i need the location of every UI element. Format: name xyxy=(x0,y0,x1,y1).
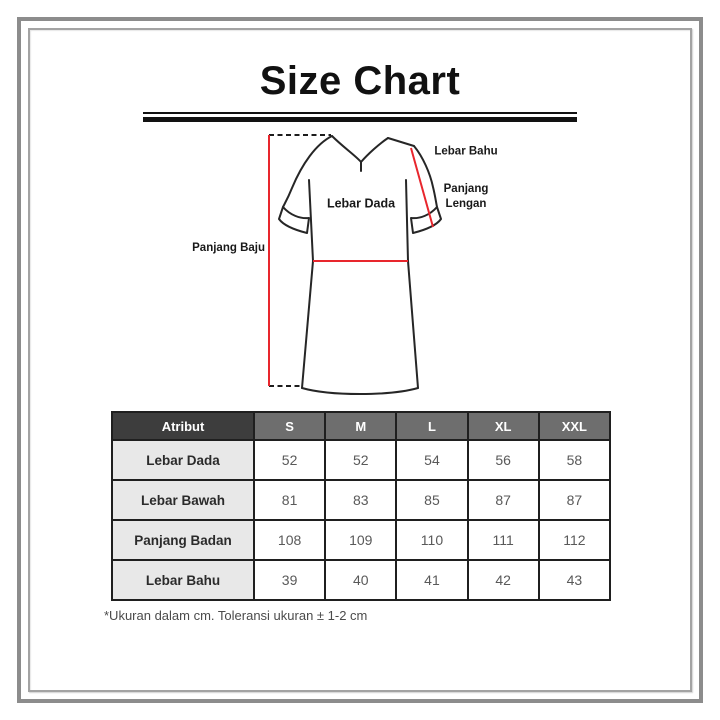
size-table xyxy=(111,411,611,601)
dress-neckline xyxy=(332,136,388,171)
sleeve-length-measure-line xyxy=(411,148,433,227)
size-column-header-xl: XL xyxy=(468,412,539,440)
table-cell: 85 xyxy=(396,480,467,520)
sleeve-length-label xyxy=(444,182,489,212)
table-cell: 87 xyxy=(539,480,610,520)
table-cell: 56 xyxy=(468,440,539,480)
table-cell: 54 xyxy=(396,440,467,480)
row-label-lebar-bawah: Lebar Bawah xyxy=(112,480,254,520)
table-cell: 81 xyxy=(254,480,325,520)
size-column-header-s: S xyxy=(254,412,325,440)
dress-left-sleeve xyxy=(283,136,332,207)
table-cell: 109 xyxy=(325,520,396,560)
attribute-column-header: Atribut xyxy=(112,412,254,440)
dress-right-shoulder-seam xyxy=(388,138,414,146)
sleeve-length-label-line2: Lengan xyxy=(445,198,487,210)
table-cell: 41 xyxy=(396,560,467,600)
dress-left-cuff xyxy=(279,207,309,233)
dress-diagram xyxy=(240,125,460,405)
table-cell: 111 xyxy=(468,520,539,560)
dress-hem-edge xyxy=(302,388,418,394)
row-label-panjang-badan: Panjang Badan xyxy=(112,520,254,560)
table-cell: 112 xyxy=(539,520,610,560)
table-cell: 83 xyxy=(325,480,396,520)
table-cell: 110 xyxy=(396,520,467,560)
chest-width-label: Lebar Dada xyxy=(326,196,396,211)
table-row xyxy=(112,480,610,520)
table-row xyxy=(112,520,610,560)
table-row xyxy=(112,440,610,480)
table-cell: 40 xyxy=(325,560,396,600)
title-divider-rule xyxy=(143,112,577,122)
page-title: Size Chart xyxy=(259,59,461,103)
row-label-lebar-bahu: Lebar Bahu xyxy=(112,560,254,600)
size-tolerance-footnote: *Ukuran dalam cm. Toleransi ukuran ± 1-2 cm xyxy=(104,608,368,623)
size-column-header-m: M xyxy=(325,412,396,440)
table-cell: 39 xyxy=(254,560,325,600)
dress-body-right-edge xyxy=(406,180,418,388)
table-cell: 42 xyxy=(468,560,539,600)
table-cell: 108 xyxy=(254,520,325,560)
table-cell: 87 xyxy=(468,480,539,520)
table-row xyxy=(112,560,610,600)
table-cell: 58 xyxy=(539,440,610,480)
garment-length-label: Panjang Baju xyxy=(192,242,265,254)
dress-body-left-edge xyxy=(302,180,313,388)
row-label-lebar-dada: Lebar Dada xyxy=(112,440,254,480)
table-cell: 52 xyxy=(254,440,325,480)
shoulder-width-label: Lebar Bahu xyxy=(434,145,498,158)
size-column-header-l: L xyxy=(396,412,467,440)
size-column-header-xxl: XXL xyxy=(539,412,610,440)
table-cell: 52 xyxy=(325,440,396,480)
sleeve-length-label-line1: Panjang xyxy=(443,183,489,195)
table-cell: 43 xyxy=(539,560,610,600)
dress-right-cuff xyxy=(411,207,441,233)
table-header-row xyxy=(112,412,610,440)
